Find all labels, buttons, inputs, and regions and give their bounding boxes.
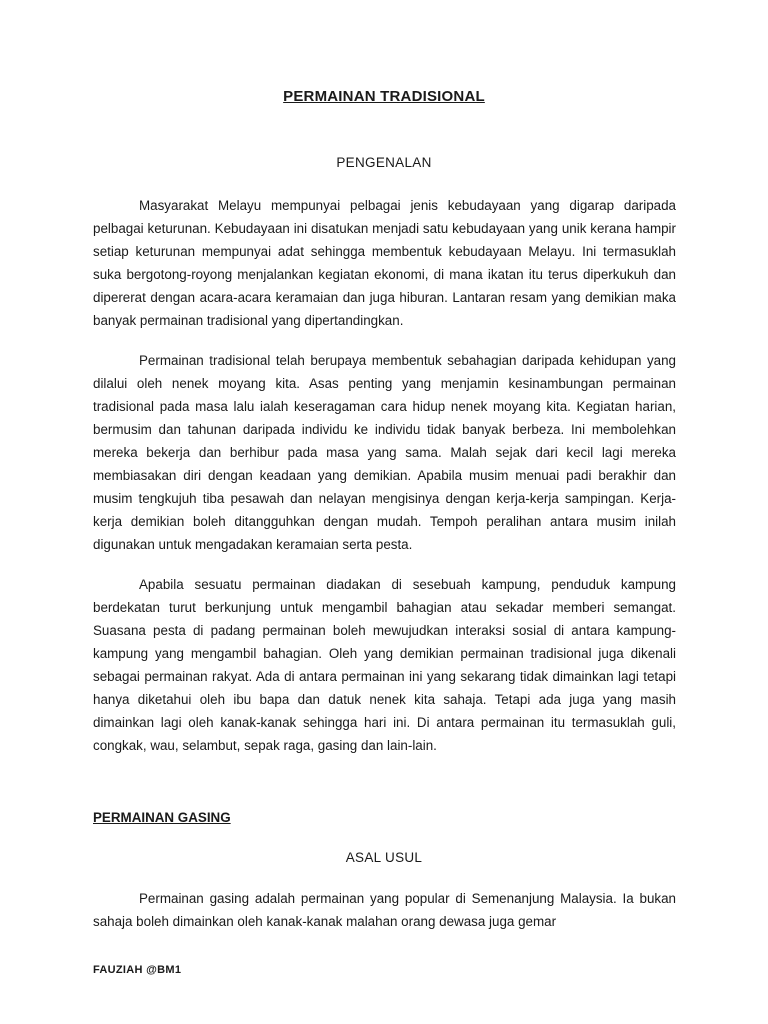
paragraph-3 <box>93 573 676 757</box>
intro-heading: PENGENALAN <box>336 155 432 170</box>
footer-author: FAUZIAH @BM1 <box>93 964 182 976</box>
paragraph-3-text: Apabila sesuatu permainan diadakan di sesebuah kampung, penduduk kampung berdekatan turut berkunjung untuk mengambil bahagian atau sekadar memberi semangat. Suasana pesta di padang permainan boleh mewujudkan interaksi sosial di antara kampung-kampung yang mengambil bahagian. Oleh yang demikian permainan tradisional juga dikenali sebagai permainan rakyat. Ada di antara permainan ini yang sekarang tidak dimainkan lagi tetapi hanya diketahui oleh ibu bapa dan datuk nenek kita sahaja. Tetapi ada juga yang masih dimainkan lagi oleh kanak-kanak sehingga hari ini. Di antara permainan itu termasuklah guli, congkak, wau, selambut, sepak raga, gasing dan lain-lain. <box>93 577 676 753</box>
paragraph-4-text: Permainan gasing adalah permainan yang popular di Semenanjung Malaysia. Ia bukan sahaja boleh dimainkan oleh kanak-kanak malahan orang dewasa juga gemar <box>93 891 676 929</box>
paragraph-4 <box>93 887 676 933</box>
paragraph-1-text: Masyarakat Melayu mempunyai pelbagai jenis kebudayaan yang digarap daripada pelbagai keturunan. Kebudayaan ini disatukan menjadi satu kebudayaan yang unik kerana hampir setiap keturunan mempunyai adat sehingga membentuk kebudayaan Melayu. Ini termasuklah suka bergotong-royong menjalankan kegiatan ekonomi, di mana ikatan itu terus diperkukuh dan dipererat dengan acara-acara keramaian dan juga hiburan. Lantaran resam yang demikian maka banyak permainan tradisional yang dipertandingkan. <box>93 198 676 328</box>
paragraph-2-text: Permainan tradisional telah berupaya membentuk sebahagian daripada kehidupan yang dilalui oleh nenek moyang kita. Asas penting yang menjamin kesinambungan permainan tradisional pada masa lalu ialah keseragaman cara hidup nenek moyang kita. Kegiatan harian, bermusim dan tahunan daripada individu ke individu tidak banyak berbeza. Ini membolehkan mereka bekerja dan berhibur pada masa yang sama. Malah sejak dari kecil lagi mereka membiasakan diri dengan keadaan yang demikian. Apabila musim menuai padi berakhir dan musim tengkujuh tiba pesawah dan nelayan mengisinya dengan kerja-kerja sampingan. Kerja-kerja demikian boleh ditangguhkan dengan mudah. Tempoh peralihan antara musim inilah digunakan untuk mengadakan keramaian serta pesta. <box>93 353 676 552</box>
section-gasing-heading: PERMAINAN GASING <box>93 810 231 825</box>
paragraph-2 <box>93 349 676 556</box>
document-title: PERMAINAN TRADISIONAL <box>283 88 485 105</box>
paragraph-1 <box>93 194 676 332</box>
asal-usul-heading: ASAL USUL <box>345 850 423 865</box>
